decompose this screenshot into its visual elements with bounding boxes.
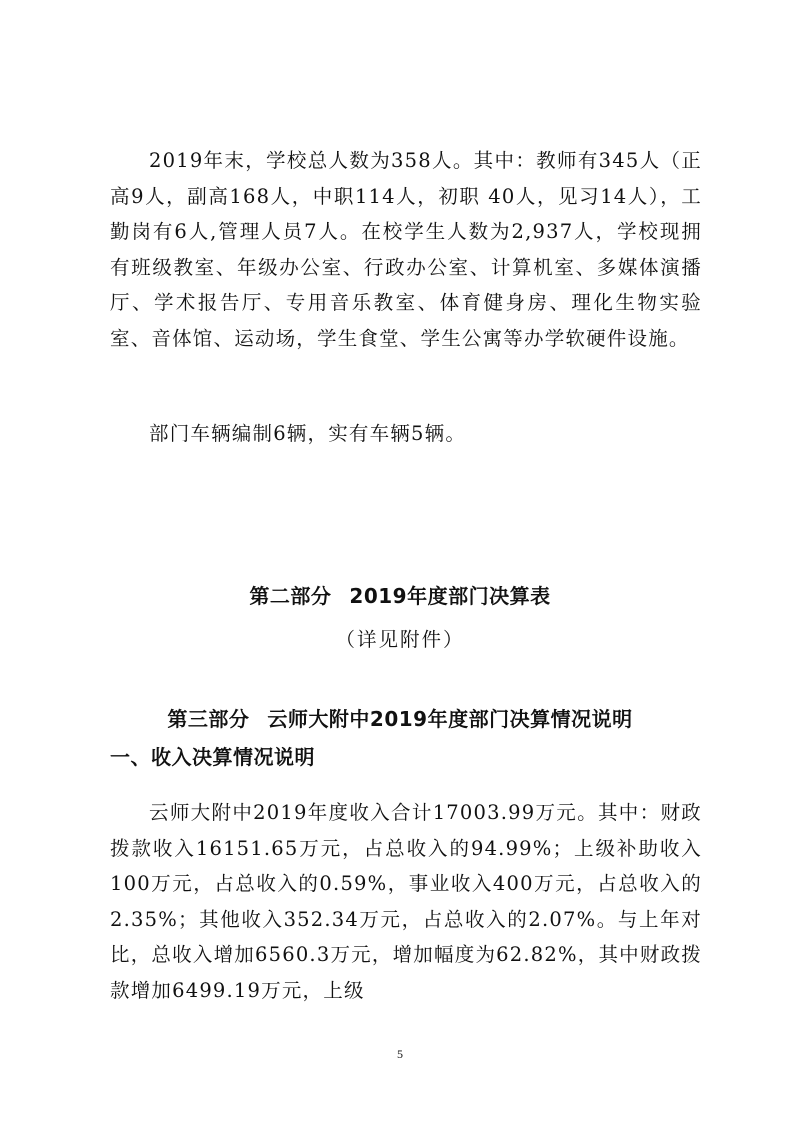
part2-title: 2019年度部门决算表: [349, 584, 551, 608]
part3-label: 第三部分: [167, 707, 250, 731]
income-paragraph: 云师大附中2019年度收入合计17003.99万元。其中：财政拨款收入16151.65万元，占总收入的94.99%；上级补助收入100万元，占总收入的0.59%，事业收入400万元，占总收入的2.35%；其他收入352.34万元，占总收入的2.07%。与上年对比，总收入增加6560.3万元，增加幅度为62.82%，其中财政拨款增加6499.19万元，上级: [110, 801, 702, 1002]
section1-heading: 一、收入决算情况说明: [110, 745, 315, 769]
part3-heading: [0, 703, 800, 732]
part2-note: （详见附件）: [335, 628, 465, 651]
vehicles-paragraph: 部门车辆编制6辆，实有车辆5辆。: [149, 422, 467, 445]
staff-facilities-paragraph: 2019年末，学校总人数为358人。其中：教师有345人（正高9人，副高168人，中职114人，初职 40人，见习14人），工勤岗有6人,管理人员7人。在校学生人数为2,937人，学校现拥有班级教室、年级办公室、行政办公室、计算机室、多媒体演播厅、学术报告厅、专用音乐教室、体育健身房、理化生物实验室、音体馆、运动场，学生食堂、学生公寓等办学软硬件设施。: [110, 149, 702, 350]
part3-title: 云师大附中2019年度部门决算情况说明: [267, 707, 633, 731]
part2-label: 第二部分: [249, 584, 332, 608]
part2-heading: [0, 580, 800, 609]
page-number: 5: [397, 1047, 403, 1061]
